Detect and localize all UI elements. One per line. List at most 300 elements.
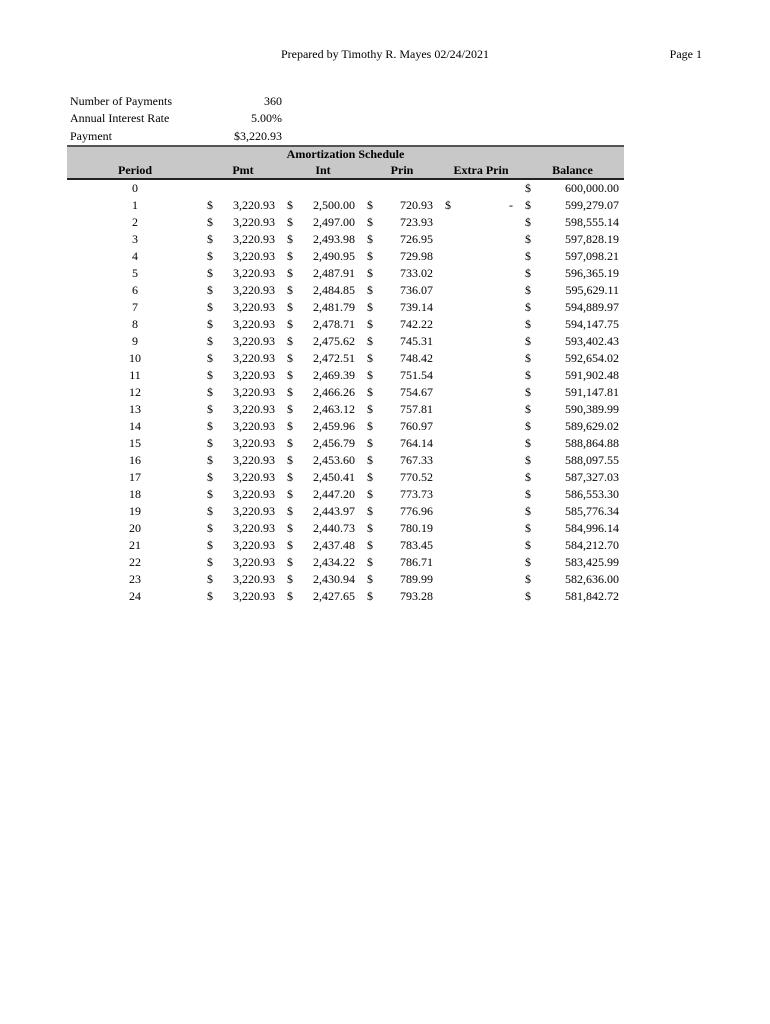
currency-symbol: $ [367, 521, 373, 535]
int-cell [283, 350, 363, 367]
pmt-cell [203, 316, 283, 333]
currency-symbol: $ [207, 402, 213, 416]
prin-cell [363, 333, 441, 350]
currency-symbol: $ [525, 487, 531, 501]
currency-symbol: $ [367, 555, 373, 569]
int-value: 2,472.51 [313, 351, 355, 365]
int-cell [283, 486, 363, 503]
pmt-value: 3,220.93 [233, 249, 275, 263]
input-value: 360 [264, 94, 282, 108]
currency-symbol: $ [367, 198, 373, 212]
extra-value [455, 486, 521, 503]
int-value: 2,456.79 [313, 436, 355, 450]
currency-symbol: $ [367, 470, 373, 484]
currency-symbol: $ [207, 470, 213, 484]
prin-value: 780.19 [400, 521, 433, 535]
extra-value [455, 503, 521, 520]
bal-cell [521, 333, 624, 350]
period-cell: 22 [129, 555, 141, 569]
bal-value: 593,402.43 [565, 334, 619, 348]
extra-cell [441, 197, 521, 214]
period-cell: 24 [129, 589, 141, 603]
currency-symbol: $ [287, 470, 293, 484]
period-cell: 4 [132, 249, 138, 263]
bal-value: 589,629.02 [565, 419, 619, 433]
int-value: 2,500.00 [313, 198, 355, 212]
prin-cell [363, 265, 441, 282]
extra-value [455, 554, 521, 571]
int-value: 2,447.20 [313, 487, 355, 501]
currency-symbol: $ [287, 436, 293, 450]
currency-symbol: $ [287, 232, 293, 246]
table-row [67, 197, 624, 214]
bal-cell [521, 503, 624, 520]
pmt-cell [203, 231, 283, 248]
currency-symbol: $ [367, 572, 373, 586]
input-label: Payment [70, 128, 112, 143]
currency-symbol [441, 503, 455, 520]
prin-cell [363, 418, 441, 435]
prin-cell [363, 401, 441, 418]
currency-symbol: $ [525, 232, 531, 246]
currency-symbol: $ [287, 334, 293, 348]
prin-cell [363, 503, 441, 520]
bal-value: 583,425.99 [565, 555, 619, 569]
table-row [67, 469, 624, 486]
int-value: 2,490.95 [313, 249, 355, 263]
bal-cell [521, 350, 624, 367]
currency-symbol: $ [525, 334, 531, 348]
extra-cell [441, 180, 521, 197]
prin-value: 767.33 [400, 453, 433, 467]
pmt-value: 3,220.93 [233, 453, 275, 467]
table-row [67, 265, 624, 282]
pmt-value: 3,220.93 [233, 436, 275, 450]
period-cell: 10 [129, 351, 141, 365]
int-cell [283, 571, 363, 588]
extra-cell [441, 435, 521, 452]
currency-symbol: $ [207, 419, 213, 433]
prin-value: 720.93 [400, 198, 433, 212]
int-value: 2,478.71 [313, 317, 355, 331]
extra-cell [441, 486, 521, 503]
table-row [67, 180, 624, 197]
table-row [67, 384, 624, 401]
int-cell [283, 384, 363, 401]
prin-cell [363, 214, 441, 231]
currency-symbol: $ [287, 504, 293, 518]
pmt-cell [203, 333, 283, 350]
int-value: 2,430.94 [313, 572, 355, 586]
int-value: 2,463.12 [313, 402, 355, 416]
bal-cell [521, 588, 624, 605]
period-cell: 1 [132, 198, 138, 212]
currency-symbol: $ [525, 419, 531, 433]
currency-symbol: $ [525, 436, 531, 450]
int-value: 2,487.91 [313, 266, 355, 280]
table-row [67, 435, 624, 452]
extra-value [455, 299, 521, 316]
int-cell [283, 180, 363, 197]
extra-cell [441, 503, 521, 520]
currency-symbol: $ [367, 266, 373, 280]
extra-value [455, 367, 521, 384]
currency-symbol: $ [287, 572, 293, 586]
currency-symbol: $ [207, 334, 213, 348]
bal-value: 596,365.19 [565, 266, 619, 280]
currency-symbol: $ [207, 317, 213, 331]
period-cell: 16 [129, 453, 141, 467]
bal-value: 597,098.21 [565, 249, 619, 263]
currency-symbol: $ [367, 487, 373, 501]
currency-symbol [441, 367, 455, 384]
currency-symbol: $ [287, 402, 293, 416]
extra-value [455, 180, 521, 197]
prin-value: 742.22 [400, 317, 433, 331]
currency-symbol [441, 418, 455, 435]
int-cell [283, 418, 363, 435]
currency-symbol: $ [287, 300, 293, 314]
currency-symbol [363, 180, 377, 197]
int-cell [283, 588, 363, 605]
int-cell [283, 214, 363, 231]
prin-value: 760.97 [400, 419, 433, 433]
bal-cell [521, 231, 624, 248]
pmt-cell [203, 265, 283, 282]
input-value: 5.00% [251, 111, 282, 126]
prin-value: 773.73 [400, 487, 433, 501]
bal-cell [521, 520, 624, 537]
currency-symbol: $ [525, 453, 531, 467]
extra-value [455, 316, 521, 333]
pmt-cell [203, 503, 283, 520]
pmt-value: 3,220.93 [233, 317, 275, 331]
page-number: Page 1 [669, 47, 702, 61]
prin-value: 748.42 [400, 351, 433, 365]
prin-value: 751.54 [400, 368, 433, 382]
extra-cell [441, 231, 521, 248]
currency-symbol [441, 469, 455, 486]
currency-symbol: $ [367, 232, 373, 246]
extra-value [455, 435, 521, 452]
currency-symbol: $ [207, 198, 213, 212]
bal-cell [521, 384, 624, 401]
extra-value [455, 265, 521, 282]
pmt-cell [203, 588, 283, 605]
currency-symbol: $ [287, 198, 293, 212]
extra-cell [441, 350, 521, 367]
extra-cell [441, 452, 521, 469]
currency-symbol [441, 265, 455, 282]
currency-symbol [441, 231, 455, 248]
currency-symbol [441, 350, 455, 367]
prin-cell [363, 486, 441, 503]
table-row [67, 248, 624, 265]
pmt-value: 3,220.93 [233, 572, 275, 586]
prin-cell [363, 282, 441, 299]
currency-symbol: $ [367, 215, 373, 229]
currency-symbol: $ [367, 385, 373, 399]
currency-symbol: $ [287, 453, 293, 467]
extra-value [455, 537, 521, 554]
currency-symbol: $ [525, 555, 531, 569]
pmt-value: 3,220.93 [233, 521, 275, 535]
bal-value: 588,097.55 [565, 453, 619, 467]
period-cell: 17 [129, 470, 141, 484]
currency-symbol [441, 571, 455, 588]
loan-inputs [70, 93, 282, 145]
prin-value: 723.93 [400, 215, 433, 229]
currency-symbol: $ [525, 504, 531, 518]
pmt-value: 3,220.93 [233, 232, 275, 246]
bal-value: 595,629.11 [565, 283, 619, 297]
extra-value [455, 248, 521, 265]
int-value: 2,434.22 [313, 555, 355, 569]
extra-cell [441, 418, 521, 435]
int-cell [283, 435, 363, 452]
pmt-value: 3,220.93 [233, 300, 275, 314]
currency-symbol: $ [525, 198, 531, 212]
currency-symbol [441, 248, 455, 265]
extra-cell [441, 214, 521, 231]
bal-value: 588,864.88 [565, 436, 619, 450]
currency-symbol: $ [525, 300, 531, 314]
bal-value: 591,902.48 [565, 368, 619, 382]
currency-symbol: $ [287, 215, 293, 229]
int-cell [283, 197, 363, 214]
currency-symbol: $ [367, 368, 373, 382]
currency-symbol: $ [207, 487, 213, 501]
currency-symbol: $ [367, 300, 373, 314]
currency-symbol [441, 537, 455, 554]
period-cell: 11 [129, 368, 141, 382]
period-cell: 3 [132, 232, 138, 246]
currency-symbol: $ [287, 351, 293, 365]
bal-value: 587,327.03 [565, 470, 619, 484]
bal-cell [521, 197, 624, 214]
bal-value: 582,636.00 [565, 572, 619, 586]
int-value: 2,466.26 [313, 385, 355, 399]
extra-cell [441, 401, 521, 418]
currency-symbol: $ [525, 402, 531, 416]
period-cell: 19 [129, 504, 141, 518]
pmt-cell [203, 350, 283, 367]
bal-value: 585,776.34 [565, 504, 619, 518]
schedule-title: Amortization Schedule [67, 145, 624, 162]
prin-cell [363, 197, 441, 214]
extra-value [455, 231, 521, 248]
extra-cell [441, 384, 521, 401]
input-label: Number of Payments [70, 94, 172, 108]
currency-symbol: $ [287, 283, 293, 297]
int-value: 2,493.98 [313, 232, 355, 246]
bal-cell [521, 401, 624, 418]
currency-symbol: $ [525, 317, 531, 331]
int-value: 2,443.97 [313, 504, 355, 518]
int-cell [283, 503, 363, 520]
currency-symbol: $ [287, 249, 293, 263]
currency-symbol: $ [525, 470, 531, 484]
table-row [67, 214, 624, 231]
pmt-cell [203, 384, 283, 401]
input-row-annual-interest-rate [70, 110, 282, 127]
table-row [67, 333, 624, 350]
prin-value: 754.67 [400, 385, 433, 399]
extra-value [455, 571, 521, 588]
currency-symbol: $ [207, 232, 213, 246]
bal-value: 584,996.14 [565, 521, 619, 535]
currency-symbol: $ [367, 589, 373, 603]
extra-cell [441, 265, 521, 282]
prepared-by-header: Prepared by Timothy R. Mayes 02/24/2021 [280, 47, 489, 61]
prin-cell [363, 231, 441, 248]
currency-symbol: $ [367, 402, 373, 416]
pmt-cell [203, 248, 283, 265]
currency-symbol: $ [287, 521, 293, 535]
bal-cell [521, 469, 624, 486]
extra-cell [441, 299, 521, 316]
prin-value [377, 180, 441, 197]
extra-value [455, 350, 521, 367]
extra-value [455, 588, 521, 605]
table-row [67, 401, 624, 418]
int-cell [283, 299, 363, 316]
currency-symbol [441, 333, 455, 350]
pmt-cell [203, 367, 283, 384]
currency-symbol: $ [207, 215, 213, 229]
pmt-cell [203, 299, 283, 316]
extra-cell [441, 248, 521, 265]
currency-symbol: $ [287, 589, 293, 603]
input-row-number-of-payments [70, 93, 282, 110]
currency-symbol [441, 588, 455, 605]
currency-symbol: $ [287, 385, 293, 399]
bal-cell [521, 316, 624, 333]
pmt-value: 3,220.93 [233, 589, 275, 603]
bal-value: 600,000.00 [565, 181, 619, 195]
currency-symbol: $ [525, 368, 531, 382]
period-cell: 9 [132, 334, 138, 348]
currency-symbol: $ [525, 521, 531, 535]
pmt-value: 3,220.93 [233, 487, 275, 501]
period-cell: 14 [129, 419, 141, 433]
bal-value: 591,147.81 [565, 385, 619, 399]
currency-symbol [203, 180, 217, 197]
currency-symbol: $ [367, 436, 373, 450]
pmt-cell [203, 452, 283, 469]
extra-cell [441, 316, 521, 333]
pmt-value: 3,220.93 [233, 266, 275, 280]
extra-cell [441, 469, 521, 486]
period-cell: 7 [132, 300, 138, 314]
period-cell: 5 [132, 266, 138, 280]
prin-cell [363, 520, 441, 537]
currency-symbol: $ [525, 385, 531, 399]
bal-cell [521, 452, 624, 469]
int-value: 2,450.41 [313, 470, 355, 484]
period-cell: 0 [132, 181, 138, 195]
currency-symbol: $ [287, 419, 293, 433]
int-value: 2,475.62 [313, 334, 355, 348]
prin-value: 739.14 [400, 300, 433, 314]
currency-symbol [441, 486, 455, 503]
extra-cell [441, 554, 521, 571]
table-row [67, 452, 624, 469]
currency-symbol [441, 316, 455, 333]
pmt-cell [203, 520, 283, 537]
currency-symbol: $ [207, 555, 213, 569]
currency-symbol: $ [525, 266, 531, 280]
int-value: 2,453.60 [313, 453, 355, 467]
currency-symbol: $ [367, 317, 373, 331]
period-cell: 6 [132, 283, 138, 297]
column-header-extra-prin: Extra Prin [453, 163, 509, 177]
pmt-value: 3,220.93 [233, 470, 275, 484]
extra-value: - [509, 198, 513, 212]
bal-value: 599,279.07 [565, 198, 619, 212]
pmt-value: 3,220.93 [233, 555, 275, 569]
prin-cell [363, 180, 441, 197]
int-cell [283, 333, 363, 350]
prin-cell [363, 452, 441, 469]
bal-cell [521, 537, 624, 554]
pmt-value: 3,220.93 [233, 538, 275, 552]
period-cell: 23 [129, 572, 141, 586]
extra-cell [441, 367, 521, 384]
extra-cell [441, 333, 521, 350]
extra-value [455, 214, 521, 231]
bal-value: 598,555.14 [565, 215, 619, 229]
currency-symbol [441, 214, 455, 231]
currency-symbol: $ [367, 504, 373, 518]
pmt-cell [203, 418, 283, 435]
table-row [67, 282, 624, 299]
currency-symbol: $ [525, 283, 531, 297]
currency-symbol: $ [287, 368, 293, 382]
table-row [67, 367, 624, 384]
bal-cell [521, 571, 624, 588]
int-cell [283, 554, 363, 571]
pmt-value: 3,220.93 [233, 283, 275, 297]
currency-symbol [441, 384, 455, 401]
bal-value: 584,212.70 [565, 538, 619, 552]
table-row [67, 537, 624, 554]
currency-symbol [441, 180, 455, 197]
prin-value: 789.99 [400, 572, 433, 586]
currency-symbol: $ [525, 215, 531, 229]
prin-cell [363, 537, 441, 554]
currency-symbol: $ [207, 453, 213, 467]
prin-value: 783.45 [400, 538, 433, 552]
table-row [67, 554, 624, 571]
currency-symbol: $ [287, 555, 293, 569]
currency-symbol: $ [525, 181, 531, 195]
prin-value: 757.81 [400, 402, 433, 416]
pmt-value: 3,220.93 [233, 402, 275, 416]
extra-value [455, 333, 521, 350]
prin-value: 793.28 [400, 589, 433, 603]
prin-value: 770.52 [400, 470, 433, 484]
currency-symbol: $ [207, 589, 213, 603]
bal-value: 590,389.99 [565, 402, 619, 416]
pmt-cell [203, 469, 283, 486]
currency-symbol: $ [367, 334, 373, 348]
pmt-value: 3,220.93 [233, 334, 275, 348]
currency-symbol: $ [525, 572, 531, 586]
currency-symbol: $ [367, 419, 373, 433]
bal-cell [521, 282, 624, 299]
prin-cell [363, 588, 441, 605]
